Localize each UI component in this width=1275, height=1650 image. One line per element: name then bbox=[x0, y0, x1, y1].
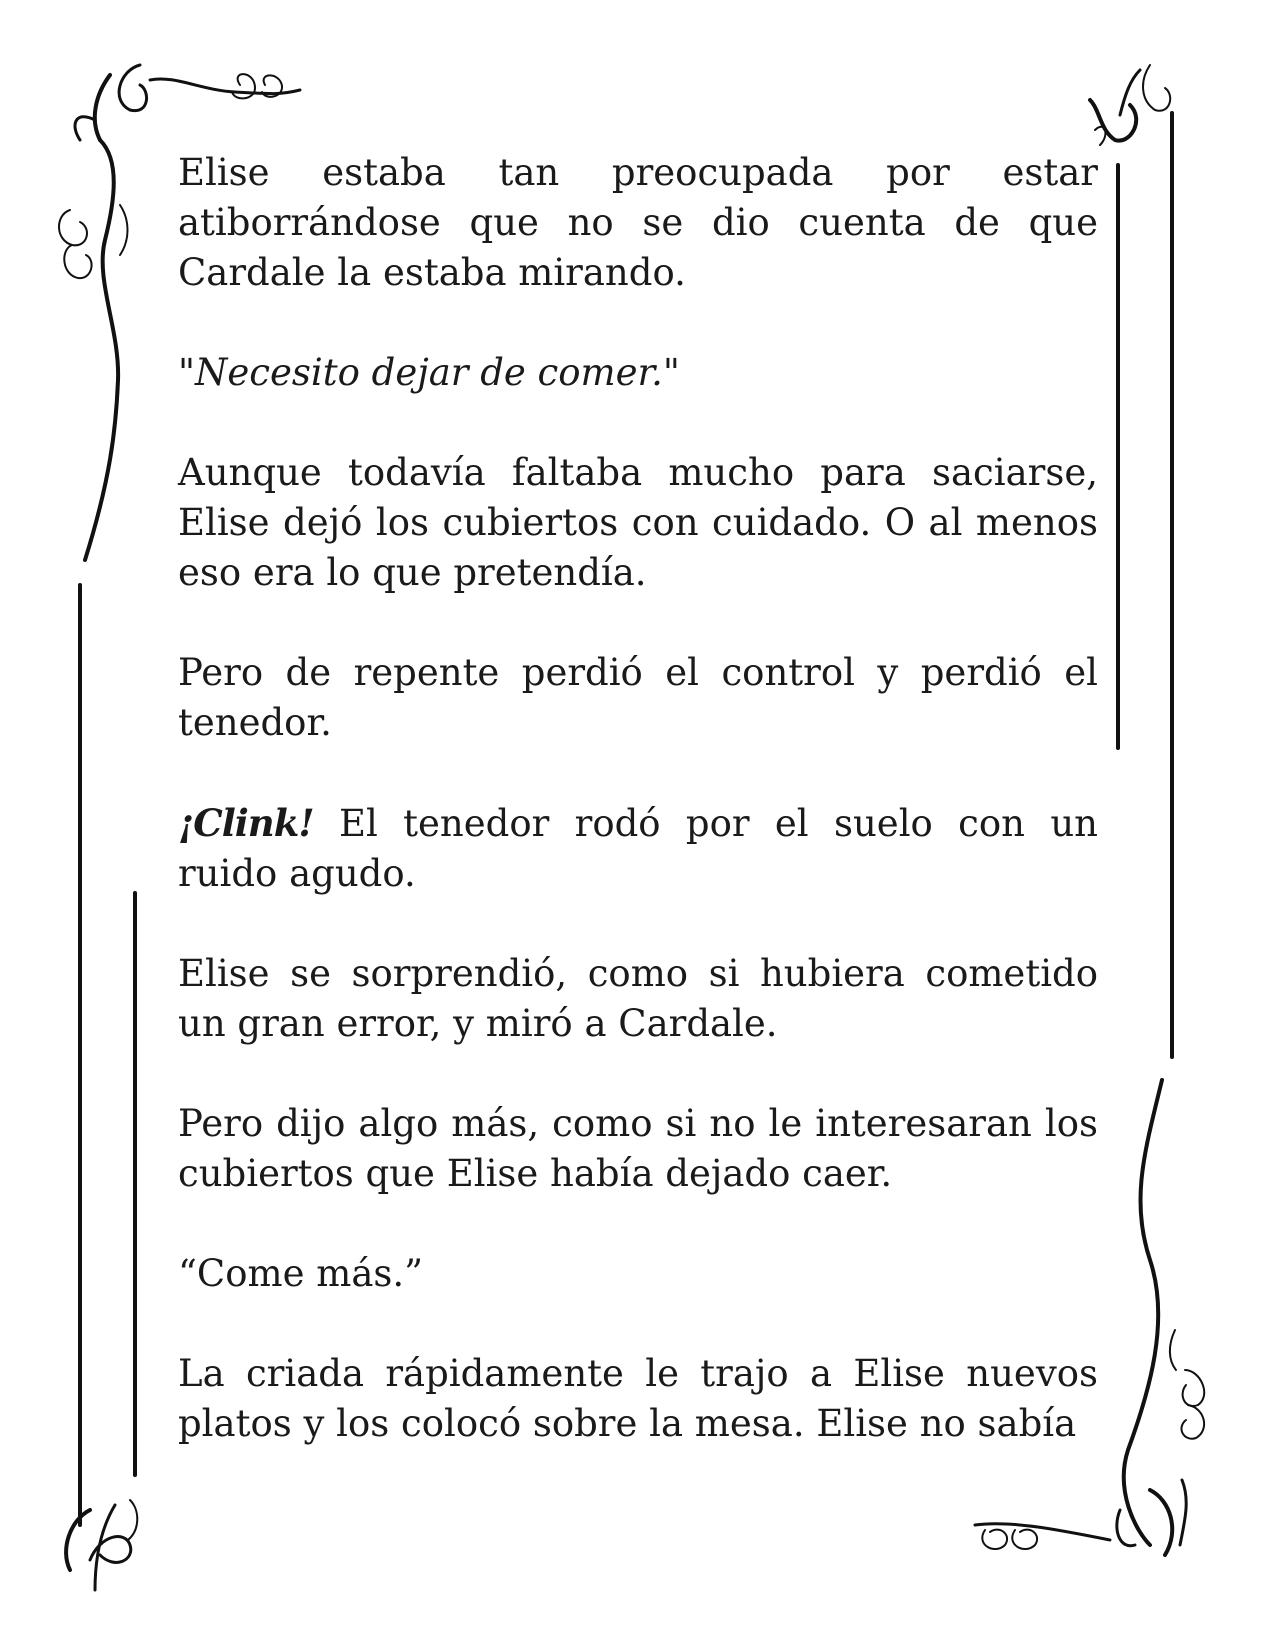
bottom-right-flourish bbox=[975, 1480, 1186, 1555]
right-curved-scroll bbox=[1124, 1080, 1204, 1545]
story-text bbox=[178, 148, 1098, 1449]
sound-effect-clink: ¡Clink! bbox=[178, 801, 314, 845]
left-curved-scroll bbox=[59, 140, 128, 560]
top-left-flourish bbox=[75, 65, 300, 140]
paragraph-9: La criada rápidamente le trajo a Elise nuevos platos y los colocó sobre la mesa. Elise no sabía bbox=[178, 1352, 1098, 1445]
thought-line: "Necesito dejar de comer." bbox=[178, 351, 680, 394]
paragraph-5 bbox=[178, 798, 1098, 899]
dialogue-line: “Come más.” bbox=[178, 1252, 424, 1295]
paragraph-4: Pero de repente perdió el control y perdió el tenedor. bbox=[178, 651, 1098, 744]
paragraph-5-text: El tenedor rodó por el suelo con un ruido agudo. bbox=[178, 802, 1098, 895]
paragraph-3: Aunque todavía faltaba mucho para saciarse, Elise dejó los cubiertos con cuidado. O al menos eso era lo que pretendía. bbox=[178, 451, 1098, 594]
paragraph-1: Elise estaba tan preocupada por estar atiborrándose que no se dio cuenta de que Cardale la estaba mirando. bbox=[178, 151, 1098, 294]
bottom-left-flourish bbox=[66, 1500, 137, 1590]
top-right-flourish bbox=[1090, 65, 1170, 145]
paragraph-6: Elise se sorprendió, como si hubiera cometido un gran error, y miró a Cardale. bbox=[178, 952, 1098, 1045]
paragraph-7: Pero dijo algo más, como si no le interesaran los cubiertos que Elise había dejado caer. bbox=[178, 1102, 1098, 1195]
